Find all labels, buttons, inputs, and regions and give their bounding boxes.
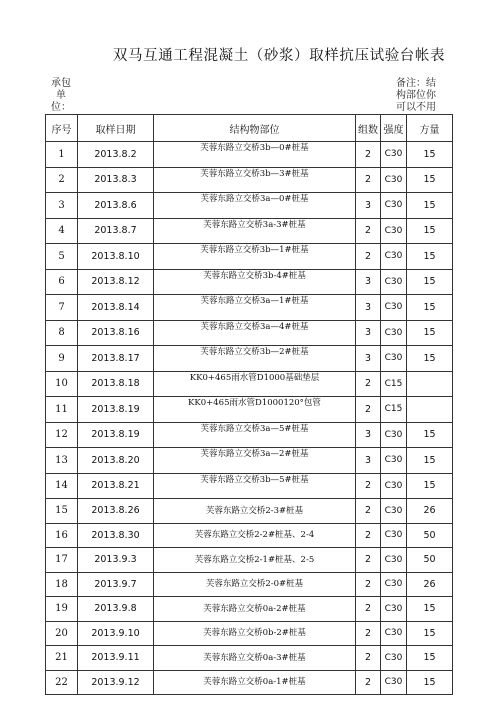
date-cell: 2013.8.21: [78, 473, 154, 499]
groups-cell: 2: [356, 167, 381, 193]
volume-cell: 15: [407, 269, 453, 295]
seq-cell: 4: [46, 218, 78, 244]
groups-cell: 3: [356, 422, 381, 448]
remark-label-line: 可以不用: [396, 102, 436, 113]
volume-cell: 15: [407, 167, 453, 193]
remark-label-line: 备注：结: [396, 78, 436, 89]
volume-cell: 15: [407, 646, 453, 671]
part-cell: 芙蓉东路立交桥0a-1#桩基: [154, 670, 356, 695]
table-row: [46, 371, 453, 397]
table-row: [46, 346, 453, 372]
table-row: [46, 473, 453, 499]
table-row: [46, 597, 453, 622]
date-cell: 2013.8.2: [78, 142, 154, 168]
contractor-label-line: 承包: [51, 78, 71, 89]
volume-cell: 15: [407, 142, 453, 168]
seq-cell: 18: [46, 572, 78, 597]
seq-cell: 10: [46, 371, 78, 397]
part-cell: 芙蓉东路立交桥3b—2#桩基: [154, 346, 356, 372]
volume-cell: 15: [407, 320, 453, 346]
date-cell: 2013.9.7: [78, 572, 154, 597]
strength-cell: C30: [381, 523, 407, 548]
seq-cell: 3: [46, 193, 78, 219]
groups-cell: 3: [356, 295, 381, 321]
table-row: [46, 448, 453, 474]
strength-cell: C15: [381, 371, 407, 397]
table-row: [46, 295, 453, 321]
part-cell: 芙蓉东路立交桥0a-3#桩基: [154, 646, 356, 671]
seq-cell: 7: [46, 295, 78, 321]
strength-cell: C30: [381, 142, 407, 168]
table-body: [46, 142, 453, 695]
part-cell: 芙蓉东路立交桥3a—0#桩基: [154, 193, 356, 219]
seq-cell: 19: [46, 597, 78, 622]
part-cell: 芙蓉东路立交桥3b—5#桩基: [154, 473, 356, 499]
seq-cell: 2: [46, 167, 78, 193]
seq-cell: 6: [46, 269, 78, 295]
groups-cell: 2: [356, 548, 381, 573]
table-row: [46, 572, 453, 597]
seq-cell: 13: [46, 448, 78, 474]
date-cell: 2013.8.14: [78, 295, 154, 321]
date-cell: 2013.8.16: [78, 320, 154, 346]
volume-cell: 15: [407, 295, 453, 321]
part-cell: 芙蓉东路立交桥3b—3#桩基: [154, 167, 356, 193]
seq-cell: 16: [46, 523, 78, 548]
strength-cell: C30: [381, 572, 407, 597]
table-row: [46, 320, 453, 346]
strength-cell: C30: [381, 597, 407, 622]
date-cell: 2013.8.6: [78, 193, 154, 219]
remark-label-line: 构部位你: [396, 90, 436, 101]
strength-cell: C30: [381, 244, 407, 270]
seq-cell: 12: [46, 422, 78, 448]
col-header-groups: 组数: [356, 115, 381, 142]
groups-cell: 2: [356, 244, 381, 270]
seq-cell: 1: [46, 142, 78, 168]
strength-cell: C30: [381, 473, 407, 499]
remark-label: [396, 78, 450, 114]
contractor-label: [46, 78, 76, 114]
volume-cell: 15: [407, 193, 453, 219]
volume-cell: 15: [407, 346, 453, 372]
volume-cell: 50: [407, 523, 453, 548]
groups-cell: 3: [356, 320, 381, 346]
strength-cell: C30: [381, 548, 407, 573]
seq-cell: 21: [46, 646, 78, 671]
volume-cell: 26: [407, 499, 453, 524]
part-cell: 芙蓉东路立交桥3a—1#桩基: [154, 295, 356, 321]
part-cell: 芙蓉东路立交桥3b—1#桩基: [154, 244, 356, 270]
table-row: [46, 397, 453, 423]
seq-cell: 9: [46, 346, 78, 372]
date-cell: 2013.8.20: [78, 448, 154, 474]
table-row: [46, 218, 453, 244]
table-row: [46, 646, 453, 671]
date-cell: 2013.8.18: [78, 371, 154, 397]
groups-cell: 2: [356, 523, 381, 548]
date-cell: 2013.9.11: [78, 646, 154, 671]
table-row: [46, 523, 453, 548]
strength-cell: C30: [381, 448, 407, 474]
seq-cell: 22: [46, 670, 78, 695]
date-cell: 2013.8.17: [78, 346, 154, 372]
volume-cell: 15: [407, 244, 453, 270]
date-cell: 2013.8.30: [78, 523, 154, 548]
strength-cell: C30: [381, 167, 407, 193]
part-cell: 芙蓉东路立交桥2-0#桩基: [154, 572, 356, 597]
table-row: [46, 244, 453, 270]
groups-cell: 2: [356, 646, 381, 671]
col-header-strength: 强度: [381, 115, 407, 142]
part-cell: 芙蓉东路立交桥0a-2#桩基: [154, 597, 356, 622]
header-row: [46, 115, 453, 142]
date-cell: 2013.9.12: [78, 670, 154, 695]
seq-cell: 5: [46, 244, 78, 270]
part-cell: KK0+465雨水管D1000基础垫层: [154, 371, 356, 397]
strength-cell: C30: [381, 218, 407, 244]
seq-cell: 20: [46, 621, 78, 646]
strength-cell: C30: [381, 320, 407, 346]
table-row: [46, 670, 453, 695]
groups-cell: 3: [356, 193, 381, 219]
strength-cell: C30: [381, 422, 407, 448]
seq-cell: 14: [46, 473, 78, 499]
groups-cell: 2: [356, 670, 381, 695]
volume-cell: 15: [407, 218, 453, 244]
date-cell: 2013.8.12: [78, 269, 154, 295]
groups-cell: 3: [356, 448, 381, 474]
strength-cell: C30: [381, 269, 407, 295]
contractor-label-line: 单: [56, 90, 66, 101]
date-cell: 2013.8.7: [78, 218, 154, 244]
table-row: [46, 621, 453, 646]
table-row: [46, 548, 453, 573]
date-cell: 2013.8.19: [78, 397, 154, 423]
table-row: [46, 193, 453, 219]
table-row: [46, 422, 453, 448]
strength-cell: C30: [381, 670, 407, 695]
contractor-label-line: 位：: [51, 102, 71, 113]
col-header-seq: 序号: [46, 115, 78, 142]
part-cell: 芙蓉东路立交桥3a-3#桩基: [154, 218, 356, 244]
col-header-part: 结构物部位: [154, 115, 356, 142]
seq-cell: 15: [46, 499, 78, 524]
date-cell: 2013.8.3: [78, 167, 154, 193]
date-cell: 2013.8.10: [78, 244, 154, 270]
date-cell: 2013.9.10: [78, 621, 154, 646]
groups-cell: 2: [356, 621, 381, 646]
part-cell: 芙蓉东路立交桥0b-2#桩基: [154, 621, 356, 646]
volume-cell: 15: [407, 670, 453, 695]
volume-cell: [407, 371, 453, 397]
groups-cell: 2: [356, 397, 381, 423]
part-cell: 芙蓉东路立交桥3b—0#桩基: [154, 142, 356, 168]
table-row: [46, 167, 453, 193]
part-cell: 芙蓉东路立交桥3a—5#桩基: [154, 422, 356, 448]
groups-cell: 2: [356, 499, 381, 524]
strength-cell: C30: [381, 346, 407, 372]
strength-cell: C30: [381, 646, 407, 671]
part-cell: 芙蓉东路立交桥3a—4#桩基: [154, 320, 356, 346]
groups-cell: 3: [356, 269, 381, 295]
groups-cell: 2: [356, 142, 381, 168]
groups-cell: 2: [356, 473, 381, 499]
seq-cell: 8: [46, 320, 78, 346]
strength-cell: C30: [381, 621, 407, 646]
col-header-volume: 方量: [407, 115, 453, 142]
volume-cell: 50: [407, 548, 453, 573]
part-cell: 芙蓉东路立交桥2-3#桩基: [154, 499, 356, 524]
part-cell: 芙蓉东路立交桥3a—2#桩基: [154, 448, 356, 474]
date-cell: 2013.9.8: [78, 597, 154, 622]
volume-cell: 15: [407, 597, 453, 622]
volume-cell: [407, 397, 453, 423]
groups-cell: 2: [356, 572, 381, 597]
strength-cell: C30: [381, 295, 407, 321]
groups-cell: 3: [356, 346, 381, 372]
volume-cell: 15: [407, 621, 453, 646]
col-header-date: 取样日期: [78, 115, 154, 142]
strength-cell: C30: [381, 193, 407, 219]
part-cell: KK0+465雨水管D1000120°包管: [154, 397, 356, 423]
part-cell: 芙蓉东路立交桥3b-4#桩基: [154, 269, 356, 295]
date-cell: 2013.8.26: [78, 499, 154, 524]
volume-cell: 15: [407, 448, 453, 474]
groups-cell: 2: [356, 371, 381, 397]
volume-cell: 26: [407, 572, 453, 597]
seq-cell: 11: [46, 397, 78, 423]
volume-cell: 15: [407, 473, 453, 499]
date-cell: 2013.9.3: [78, 548, 154, 573]
date-cell: 2013.8.19: [78, 422, 154, 448]
groups-cell: 2: [356, 218, 381, 244]
ledger-table: [45, 114, 453, 695]
page-title: 双马互通工程混凝土（砂浆）取样抗压试验台帐表: [112, 48, 446, 64]
table-row: [46, 499, 453, 524]
table-row: [46, 142, 453, 168]
part-cell: 芙蓉东路立交桥2-1#桩基、2-5: [154, 548, 356, 573]
strength-cell: C15: [381, 397, 407, 423]
strength-cell: C30: [381, 499, 407, 524]
seq-cell: 17: [46, 548, 78, 573]
volume-cell: 15: [407, 422, 453, 448]
part-cell: 芙蓉东路立交桥2-2#桩基、2-4: [154, 523, 356, 548]
table-row: [46, 269, 453, 295]
groups-cell: 2: [356, 597, 381, 622]
